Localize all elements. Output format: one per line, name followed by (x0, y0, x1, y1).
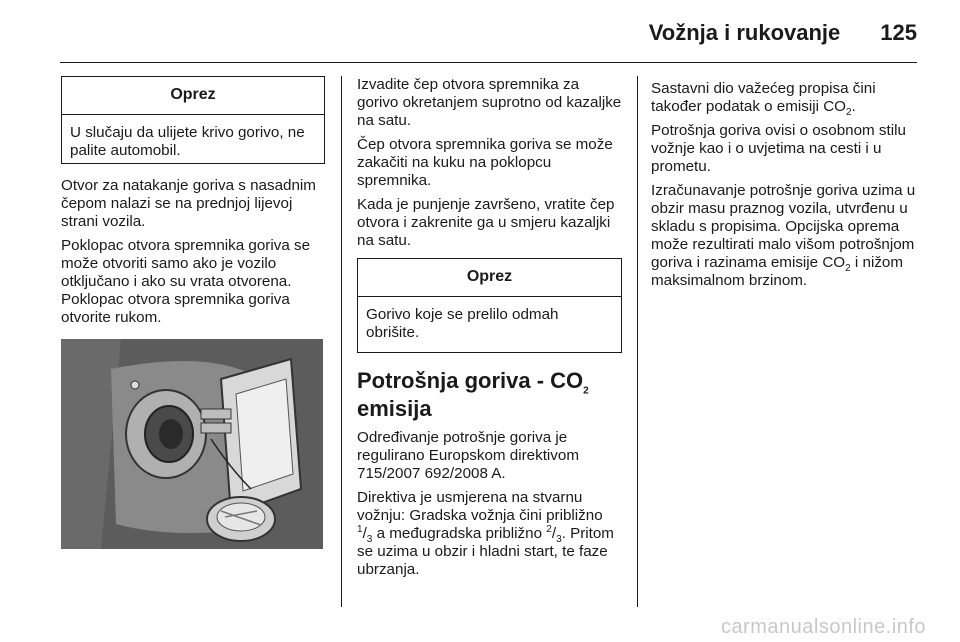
column-3 (651, 80, 921, 296)
paragraph: Kada je punjenje završeno, vratite čep otvora i zakrenite ga u smjeru kazaljki na satu. (357, 196, 615, 249)
fuel-filler-drawing (61, 339, 323, 549)
column-2 (357, 76, 622, 585)
paragraph: Poklopac otvora spremnika goriva se može otvoriti samo ako je vozilo otključano i ako su vrata otvorena. Poklopac otvora spremnika goriva otvorite rukom. (61, 237, 311, 326)
paragraph: Otvor za natakanje goriva s nasadnim čepom nalazi se na prednjoj lijevoj strani vozila. (61, 177, 316, 230)
section-heading: Potrošnja goriva - $CO_2$ emisija (357, 368, 589, 421)
watermark: carmanualsonline.info (720, 616, 926, 638)
caution-box (61, 76, 325, 164)
caution-text: U slučaju da ulijete krivo gorivo, ne palite automobil. (70, 124, 305, 159)
page-header (649, 20, 917, 46)
column-divider-2 (637, 76, 638, 607)
chapter-title: Vožnja i rukovanje (648, 20, 841, 45)
paragraph: Čep otvora spremnika goriva se može zakačiti na kuku na poklopcu spremnika. (357, 136, 613, 189)
paragraph: Direktiva je usmjerena na stvarnu vožnju: Gradska vožnja čini približno $^1/_3$ a međugradska približno $^2/_3$. Pritom se uzima u obzir i hladni start, te faze ubrzanja. (357, 489, 614, 578)
caution-title: Oprez (358, 259, 621, 297)
paragraph: Izvadite čep otvora spremnika za gorivo okretanjem suprotno od kazaljke na satu. (357, 76, 622, 129)
caution-text: Gorivo koje se prelilo odmah obrišite. (366, 306, 559, 341)
paragraph: Sastavni dio važećeg propisa čini također podatak o emisiji $CO_2$. (651, 80, 876, 119)
fuel-filler-illustration (61, 339, 323, 549)
header-rule (60, 62, 917, 63)
paragraph: Određivanje potrošnje goriva je regulirano Europskom direktivom 715/2007 692/2008 A. (357, 429, 579, 482)
column-1 (61, 76, 325, 549)
paragraph: Izračunavanje potrošnje goriva uzima u obzir masu praznog vozila, utvrđenu u skladu s propisima. Opcijska oprema može rezultirati malo višom potrošnjom goriva i razinama emisije $CO_2$ i nižom maksimalnom brzinom. (651, 182, 916, 289)
page-number: 125 (880, 20, 917, 45)
caution-title: Oprez (62, 77, 324, 115)
paragraph: Potrošnja goriva ovisi o osobnom stilu vožnje kao i o uvjetima na cesti i u prometu. (651, 122, 906, 175)
column-divider-1 (341, 76, 342, 607)
caution-box (357, 258, 622, 353)
